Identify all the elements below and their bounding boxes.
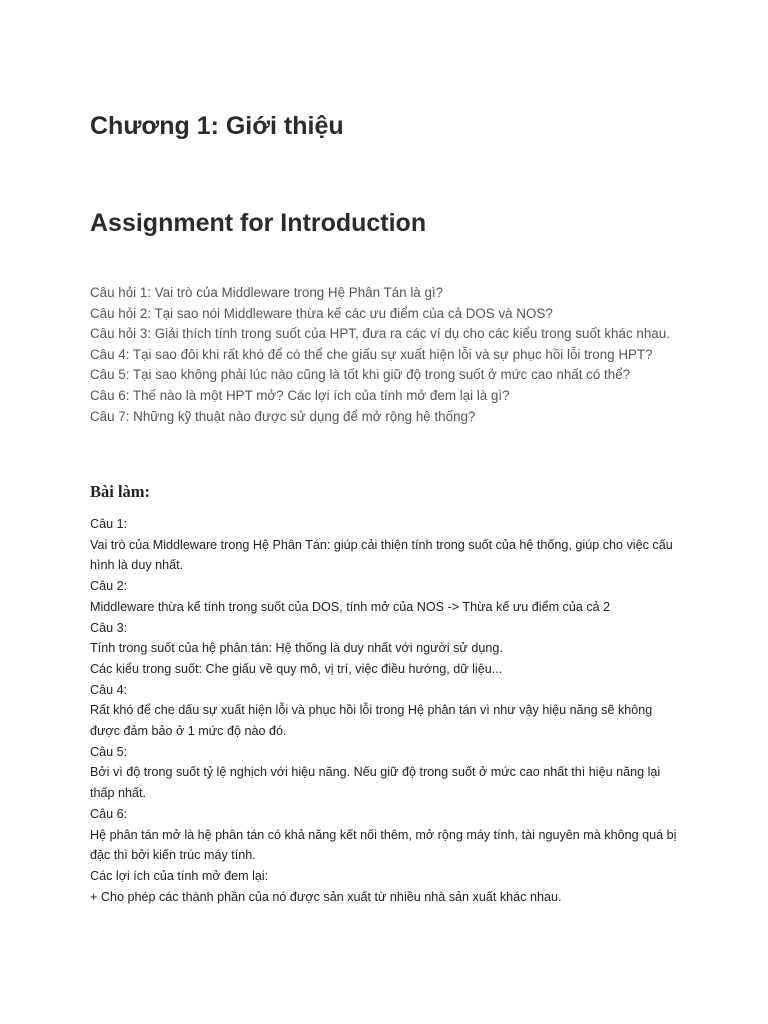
chapter-title: Chương 1: Giới thiệu: [90, 112, 344, 140]
answer-text-1: Vai trò của Middleware trong Hệ Phân Tán: giúp cải thiện tính trong suốt của hệ thống, giúp cho việc cấu hình là duy nhất.: [90, 537, 673, 573]
answer-text-6c: + Cho phép các thành phần của nó được sản xuất từ nhiều nhà sản xuất khác nhau.: [90, 889, 562, 904]
answer-label-1: Câu 1:: [90, 517, 128, 531]
answer-text-6b: Các lợi ích của tính mở đem lại:: [90, 868, 269, 883]
answer-text-4: Rất khó để che dấu sự xuất hiện lỗi và phục hồi lỗi trong Hệ phân tán vì như vậy hiệu năng sẽ không được đảm bảo ở 1 mức độ nào đó.: [90, 703, 653, 739]
answer-label-6: Câu 6:: [90, 806, 128, 821]
question-list: [90, 283, 680, 427]
question-2: Câu hỏi 2: Tại sao nói Middleware thừa kế các ưu điểm của cả DOS và NOS?: [90, 305, 553, 321]
answer-text-3a: Tính trong suốt của hệ phân tán: Hệ thống là duy nhất với người sử dụng.: [90, 641, 503, 656]
question-1: Câu hỏi 1: Vai trò của Middleware trong Hệ Phân Tán là gì?: [90, 285, 444, 300]
answer-label-4: Câu 4:: [90, 682, 128, 697]
answer-text-2: Middleware thừa kế tính trong suốt của DOS, tính mở của NOS -> Thừa kế ưu điểm của cả 2: [90, 599, 611, 614]
question-3: Câu hỏi 3: Giải thích tính trong suốt của HPT, đưa ra các ví dụ cho các kiểu trong suốt khác nhau.: [90, 326, 670, 342]
question-7: Câu 7: Những kỹ thuật nào được sử dụng để mở rộng hệ thống?: [90, 408, 476, 424]
answer-text-5: Bởi vì độ trong suốt tỷ lệ nghịch với hiệu năng. Nếu giữ độ trong suốt ở mức cao nhất thì hiệu năng lại thấp nhất.: [90, 765, 661, 801]
answer-label-2: Câu 2:: [90, 579, 128, 594]
question-6: Câu 6: Thế nào là một HPT mở? Các lợi ích của tính mở đem lại là gì?: [90, 387, 510, 403]
answer-label-5: Câu 5:: [90, 744, 128, 759]
question-5: Câu 5: Tại sao không phải lúc nào cũng là tốt khi giữ độ trong suốt ở mức cao nhất có thể?: [90, 367, 631, 383]
assignment-title: Assignment for Introduction: [90, 209, 427, 237]
answers-heading: Bài làm:: [90, 482, 151, 501]
question-4: Câu 4: Tại sao đôi khi rất khó để có thể che giấu sự xuất hiện lỗi và sự phục hồi lỗi trong HPT?: [90, 346, 653, 362]
answer-list: [90, 514, 682, 907]
answer-label-3: Câu 3:: [90, 620, 128, 635]
answer-text-3b: Các kiểu trong suốt: Che giấu về quy mô, vị trí, việc điều hướng, dữ liệu...: [90, 661, 503, 676]
answer-text-6a: Hệ phân tán mở là hệ phân tán có khả năng kết nối thêm, mở rộng máy tính, tài nguyên mà không quá bị đặc thì bởi kiến trúc máy tính.: [90, 827, 677, 863]
